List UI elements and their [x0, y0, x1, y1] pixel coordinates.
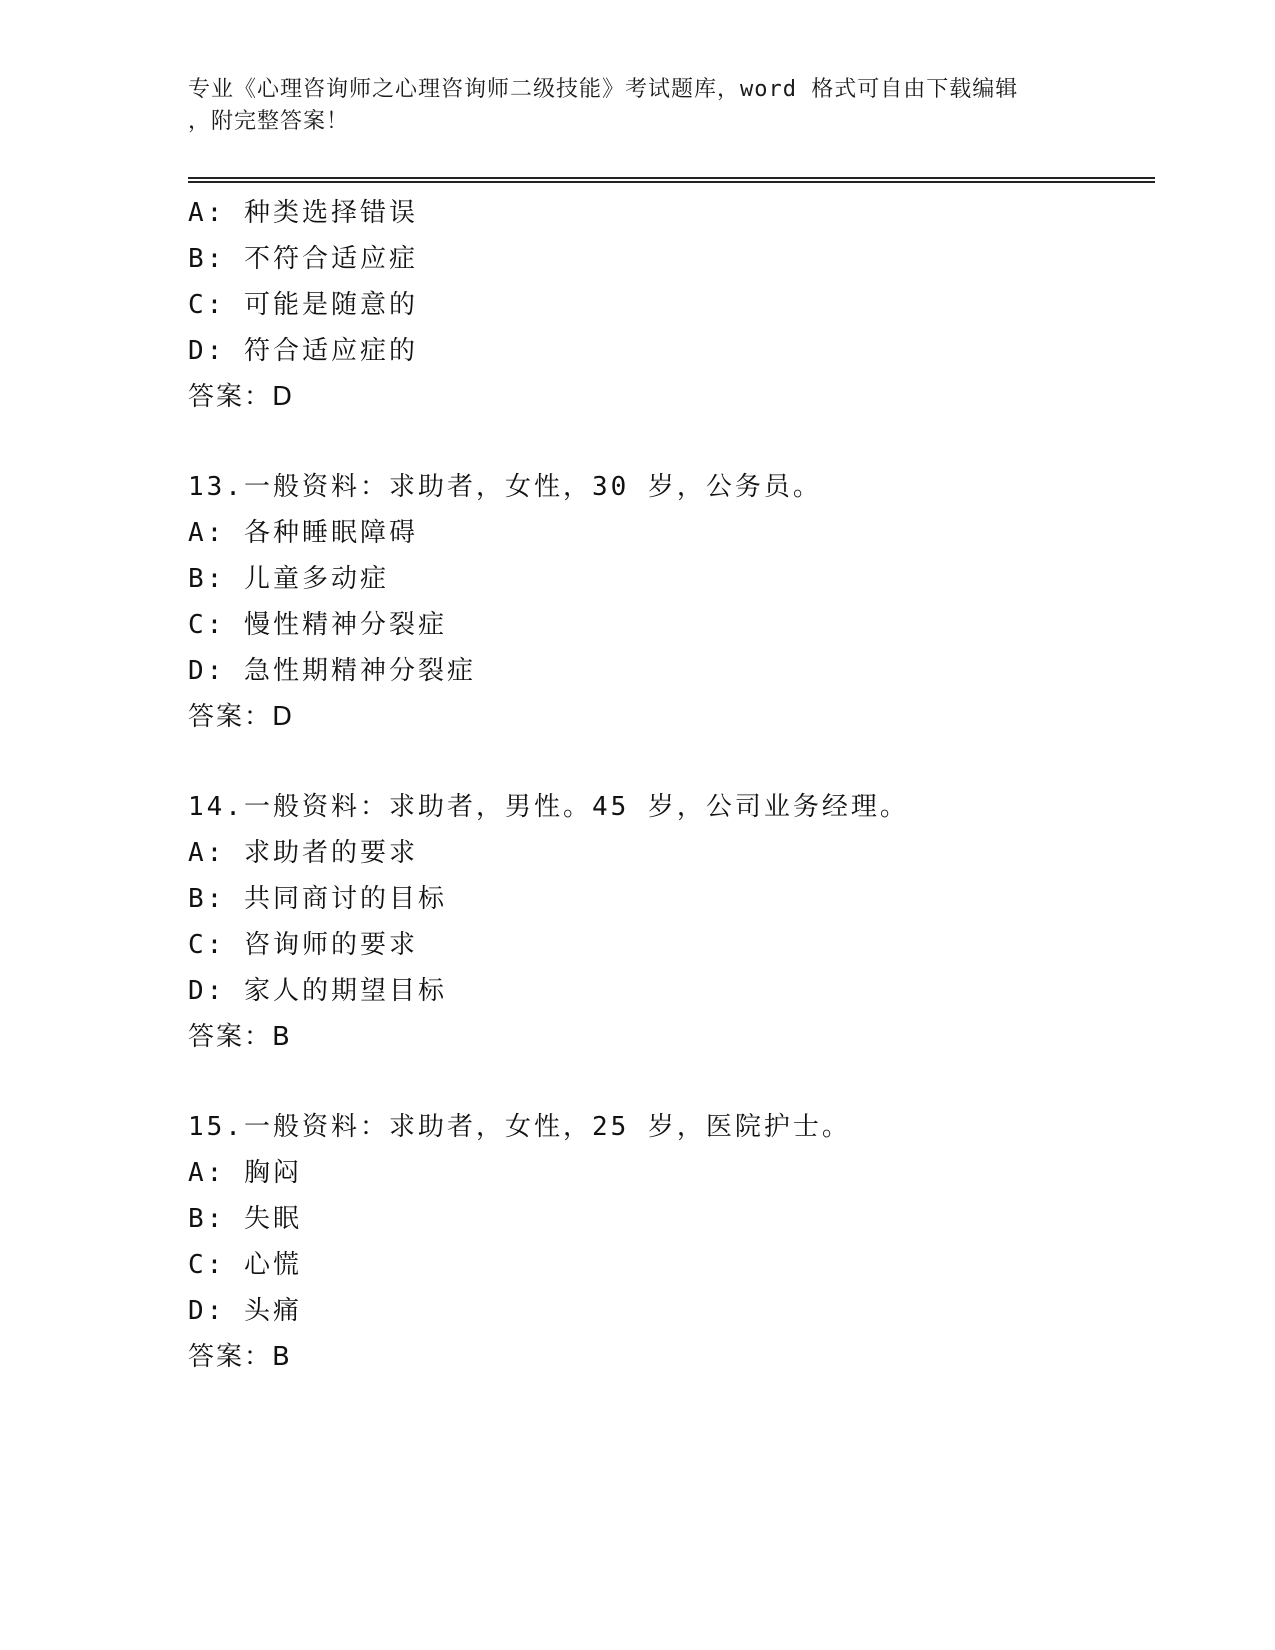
question-block-partial [188, 190, 1148, 420]
answer-line: 答案：B [188, 1022, 292, 1052]
option-b: B: 儿童多动症 [188, 564, 389, 594]
answer-line: 答案：D [188, 382, 295, 412]
header-line-2: ，附完整答案！ [188, 109, 350, 134]
question-stem: 13.一般资料：求助者，女性，30 岁，公务员。 [188, 472, 822, 502]
answer-line: 答案：B [188, 1342, 292, 1372]
spacer [188, 740, 1148, 784]
answer-line: 答案：D [188, 702, 295, 732]
option-c: C: 心慌 [188, 1250, 302, 1280]
document-header [188, 74, 1068, 138]
divider-line-top [188, 177, 1155, 179]
question-stem: 14.一般资料：求助者，男性。45 岁，公司业务经理。 [188, 792, 909, 822]
divider-line-bottom [188, 181, 1155, 183]
option-a: A: 各种睡眠障碍 [188, 518, 418, 548]
header-divider [188, 177, 1155, 183]
header-line-1: 专业《心理咨询师之心理咨询师二级技能》考试题库，word 格式可自由下载编辑 [188, 77, 1019, 102]
option-a: A: 种类选择错误 [188, 198, 418, 228]
option-c: C: 慢性精神分裂症 [188, 610, 447, 640]
option-d: D: 头痛 [188, 1296, 302, 1326]
option-c: C: 可能是随意的 [188, 290, 418, 320]
question-block-13 [188, 464, 1148, 740]
question-block-15 [188, 1104, 1148, 1380]
option-a: A: 胸闷 [188, 1158, 302, 1188]
question-block-14 [188, 784, 1148, 1060]
option-d: D: 符合适应症的 [188, 336, 418, 366]
option-a: A: 求助者的要求 [188, 838, 418, 868]
question-stem: 15.一般资料：求助者，女性，25 岁，医院护士。 [188, 1112, 851, 1142]
option-b: B: 共同商讨的目标 [188, 884, 447, 914]
question-list [188, 190, 1148, 1380]
spacer [188, 1060, 1148, 1104]
option-b: B: 不符合适应症 [188, 244, 418, 274]
option-c: C: 咨询师的要求 [188, 930, 418, 960]
option-d: D: 急性期精神分裂症 [188, 656, 476, 686]
spacer [188, 420, 1148, 464]
option-d: D: 家人的期望目标 [188, 976, 447, 1006]
option-b: B: 失眠 [188, 1204, 302, 1234]
